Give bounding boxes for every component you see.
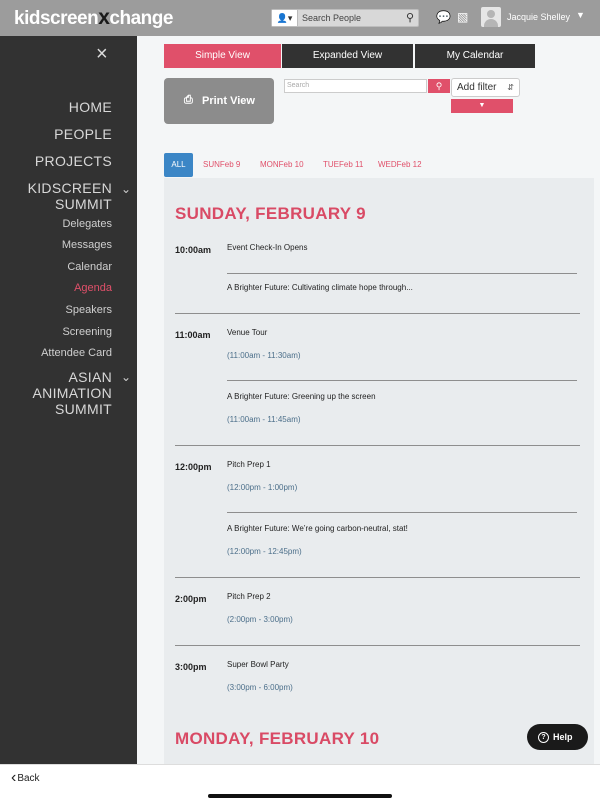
divider: [227, 273, 577, 274]
print-view-button[interactable]: ⎙ Print View: [164, 78, 274, 124]
event-time-range: (11:00am - 11:45am): [227, 415, 301, 424]
divider: [175, 313, 580, 314]
nav-attendee-card[interactable]: Attendee Card: [41, 347, 112, 359]
event-title[interactable]: A Brighter Future: Greening up the screen: [227, 392, 376, 401]
event-title[interactable]: Super Bowl Party: [227, 660, 289, 669]
filter-select[interactable]: Add filter ⇵: [451, 78, 520, 97]
event-time-range: (2:00pm - 3:00pm): [227, 615, 293, 624]
user-name[interactable]: Jacquie Shelley: [507, 12, 571, 22]
chevron-left-icon: ‹: [11, 769, 17, 786]
tab-expanded-view[interactable]: Expanded View: [282, 44, 413, 68]
slot-time: 11:00am: [175, 330, 211, 340]
back-button[interactable]: ‹Back: [11, 769, 40, 786]
help-button[interactable]: ? Help: [527, 724, 588, 750]
avatar[interactable]: [481, 7, 501, 27]
day-heading: MONDAY, FEBRUARY 10: [175, 729, 380, 748]
day-tab-tue[interactable]: TUEFeb 11: [323, 160, 364, 169]
sort-arrows-icon: ⇵: [507, 83, 514, 92]
sidebar: [0, 36, 137, 764]
event-title[interactable]: Venue Tour: [227, 328, 268, 337]
day-tab-mon[interactable]: MONFeb 10: [260, 160, 304, 169]
slot-time: 10:00am: [175, 245, 212, 255]
search-icon[interactable]: ⚲: [428, 79, 450, 93]
event-time-range: (11:00am - 11:30am): [227, 351, 301, 360]
id-card-icon[interactable]: ▧: [457, 10, 469, 24]
event-title[interactable]: Pitch Prep 2: [227, 592, 271, 601]
bottom-bar: [0, 764, 600, 800]
nav-asian-animation-summit[interactable]: ASIAN ANIMATION SUMMIT: [32, 369, 112, 417]
chevron-down-icon[interactable]: ⌄: [121, 370, 132, 384]
nav-home[interactable]: HOME: [68, 99, 112, 115]
search-people-field[interactable]: [271, 9, 419, 27]
nav-screening[interactable]: Screening: [62, 326, 112, 338]
nav-calendar[interactable]: Calendar: [67, 261, 112, 273]
event-time-range: (12:00pm - 1:00pm): [227, 483, 298, 492]
nav-people[interactable]: PEOPLE: [54, 126, 112, 142]
filter-dropdown-button[interactable]: ▼: [451, 99, 513, 113]
nav-delegates[interactable]: Delegates: [62, 218, 112, 230]
divider: [227, 380, 577, 381]
nav-kidscreen-summit[interactable]: KIDSCREEN SUMMIT: [27, 180, 112, 212]
printer-icon: ⎙: [184, 94, 193, 106]
event-title[interactable]: A Brighter Future: Cultivating climate hope through...: [227, 283, 413, 292]
day-tab-sun[interactable]: SUNFeb 9: [203, 160, 241, 169]
event-title[interactable]: Event Check-In Opens: [227, 243, 308, 252]
slot-time: 12:00pm: [175, 462, 212, 472]
nav-agenda[interactable]: Agenda: [74, 282, 112, 294]
day-tab-wed[interactable]: WEDFeb 12: [378, 160, 422, 169]
agenda-list: [164, 178, 594, 764]
agenda-search-input[interactable]: Search: [284, 79, 427, 93]
nav-speakers[interactable]: Speakers: [65, 304, 112, 316]
divider: [227, 512, 577, 513]
nav-messages[interactable]: Messages: [61, 239, 112, 251]
home-indicator[interactable]: [208, 794, 392, 798]
person-filter-icon[interactable]: 👤▾: [272, 10, 298, 26]
tab-my-calendar[interactable]: My Calendar: [415, 44, 535, 68]
day-heading: SUNDAY, FEBRUARY 9: [175, 204, 366, 223]
event-time-range: (12:00pm - 12:45pm): [227, 547, 302, 556]
event-title[interactable]: Pitch Prep 1: [227, 460, 271, 469]
close-icon[interactable]: ×: [96, 43, 108, 65]
divider: [175, 445, 580, 446]
search-icon[interactable]: ⚲: [405, 12, 414, 24]
chevron-down-icon[interactable]: ⌄: [121, 182, 132, 196]
divider: [175, 645, 580, 646]
tab-simple-view[interactable]: Simple View: [164, 44, 281, 68]
event-title[interactable]: A Brighter Future: We’re going carbon-neutral, stat!: [227, 524, 408, 533]
user-menu-caret-icon[interactable]: ▼: [576, 10, 585, 20]
nav-projects[interactable]: PROJECTS: [34, 153, 112, 169]
day-tab-all[interactable]: ALL: [164, 153, 193, 177]
divider: [175, 577, 580, 578]
main-content: [137, 36, 600, 764]
event-time-range: (3:00pm - 6:00pm): [227, 683, 293, 692]
brand-logo[interactable]: kidscreenxchange: [14, 6, 173, 29]
search-people-input[interactable]: Search People: [302, 13, 362, 23]
slot-time: 3:00pm: [175, 662, 207, 672]
chat-icon[interactable]: 💬: [436, 10, 451, 24]
top-bar: [0, 0, 600, 36]
slot-time: 2:00pm: [175, 594, 207, 604]
help-icon: ?: [538, 732, 549, 743]
